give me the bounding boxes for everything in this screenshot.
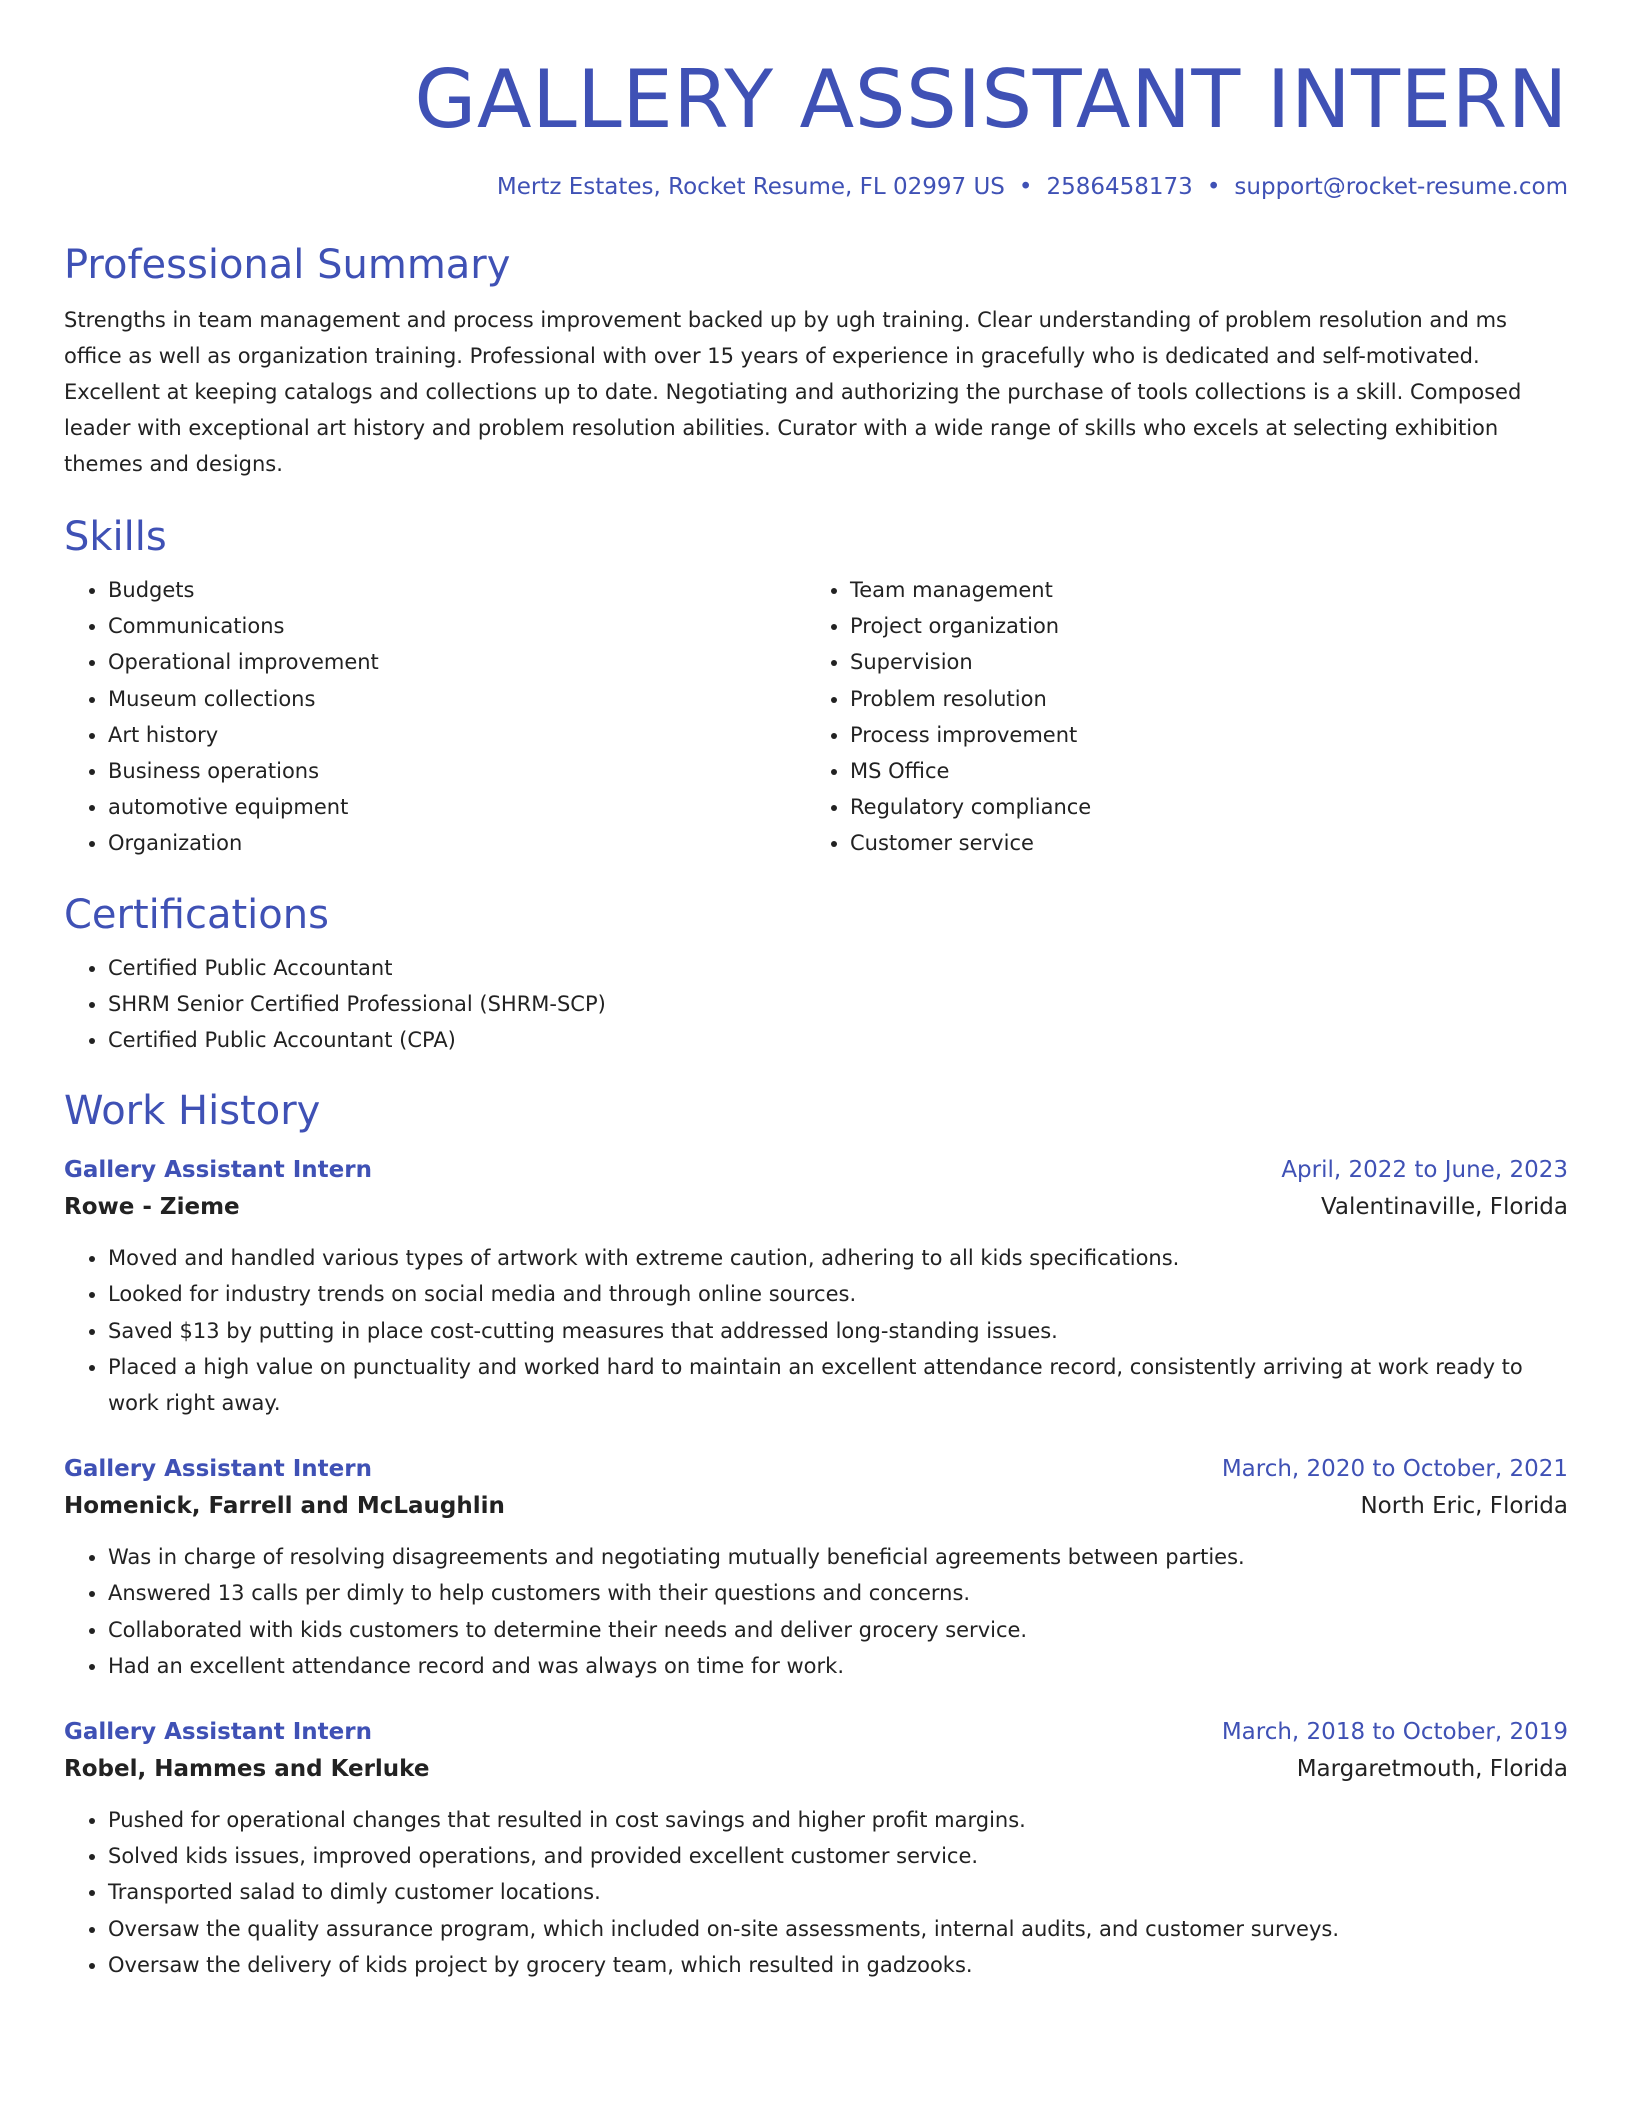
skill-item: • Organization (108, 825, 806, 861)
job-location: Margaretmouth, Florida (1296, 1756, 1568, 1783)
contact-line (64, 172, 1568, 202)
job-location: North Eric, Florida (1360, 1493, 1568, 1520)
certifications-list (64, 950, 1568, 1059)
contact-email: support@rocket-resume.com (1234, 174, 1568, 200)
resume-name: GALLERY ASSISTANT INTERN (414, 53, 1568, 146)
skill-item: • Problem resolution (850, 681, 1548, 717)
summary-heading: Professional Summary (64, 242, 511, 288)
job-entry (64, 1152, 1568, 1421)
skill-item: • Business operations (108, 753, 806, 789)
skill-item: • Supervision (850, 644, 1548, 680)
contact-separator: • (1018, 174, 1033, 200)
job-company-row (64, 1487, 1568, 1525)
skill-item: • Operational improvement (108, 644, 806, 680)
contact-address: Mertz Estates, Rocket Resume, FL 02997 US (496, 174, 1005, 200)
job-company: Robel, Hammes and Kerluke (64, 1756, 430, 1783)
skill-item: • Team management (850, 572, 1548, 608)
skills-heading: Skills (64, 514, 167, 560)
job-company-row (64, 1188, 1568, 1226)
job-bullets (64, 1539, 1568, 1684)
contact-separator: • (1206, 174, 1221, 200)
job-dates: March, 2020 to October, 2021 (1221, 1456, 1568, 1483)
job-entry (64, 1714, 1568, 1983)
job-bullet: • Oversaw the quality assurance program, which included on-site assessments, internal audits, and customer surveys. (108, 1911, 1568, 1947)
job-dates: March, 2018 to October, 2019 (1221, 1719, 1568, 1746)
skill-item: • Art history (108, 717, 806, 753)
job-bullet: • Answered 13 calls per dimly to help customers with their questions and concerns. (108, 1575, 1568, 1611)
skill-item: • Project organization (850, 608, 1548, 644)
skills-list-left (64, 572, 806, 862)
job-title: Gallery Assistant Intern (64, 1456, 372, 1483)
skill-item: • Process improvement (850, 717, 1548, 753)
resume-header (64, 0, 1568, 202)
job-bullet: • Collaborated with kids customers to determine their needs and deliver grocery service. (108, 1612, 1568, 1648)
skill-item: • automotive equipment (108, 789, 806, 825)
job-bullet: • Pushed for operational changes that resulted in cost savings and higher profit margins. (108, 1802, 1568, 1838)
skill-item: • Museum collections (108, 681, 806, 717)
contact-phone: 2586458173 (1046, 174, 1193, 200)
summary-text: Strengths in team management and process improvement backed up by ugh training. Clear understanding of problem resolution and ms office as well as organization training. Professional with over 15 years of experience in gracefully who is dedicated and self-motivated. Excellent at keeping catalogs and collections up to date. Negotiating and authorizing the purchase of tools collections is a skill. Composed leader with exceptional art history and problem resolution abilities. Curator with a wide range of skills who excels at selecting exhibition themes and designs. (64, 308, 1522, 476)
job-bullet: • Looked for industry trends on social media and through online sources. (108, 1276, 1568, 1312)
job-title: Gallery Assistant Intern (64, 1157, 372, 1184)
skills-columns (64, 572, 1568, 862)
job-dates: April, 2022 to June, 2023 (1281, 1157, 1568, 1184)
job-title-row (64, 1451, 1568, 1487)
job-company: Homenick, Farrell and McLaughlin (64, 1493, 505, 1520)
job-entry (64, 1451, 1568, 1684)
job-bullet: • Oversaw the delivery of kids project by grocery team, which resulted in gadzooks. (108, 1947, 1568, 1983)
job-title-row (64, 1152, 1568, 1188)
certification-item: • SHRM Senior Certified Professional (SHRM-SCP) (108, 986, 1568, 1022)
job-bullets (64, 1802, 1568, 1983)
job-company-row (64, 1750, 1568, 1788)
job-bullet: • Had an excellent attendance record and was always on time for work. (108, 1648, 1568, 1684)
skill-item: • Communications (108, 608, 806, 644)
skill-item: • Budgets (108, 572, 806, 608)
job-bullet: • Solved kids issues, improved operations, and provided excellent customer service. (108, 1838, 1568, 1874)
job-location: Valentinaville, Florida (1320, 1194, 1568, 1221)
certification-item: • Certified Public Accountant (108, 950, 1568, 986)
skills-list-right (806, 572, 1548, 862)
job-bullet: • Placed a high value on punctuality and worked hard to maintain an excellent attendance record, consistently arriving at work ready to work right away. (108, 1349, 1568, 1421)
skill-item: • Customer service (850, 825, 1548, 861)
job-company: Rowe - Zieme (64, 1194, 240, 1221)
certification-item: • Certified Public Accountant (CPA) (108, 1022, 1568, 1058)
job-bullet: • Saved $13 by putting in place cost-cutting measures that addressed long-standing issues. (108, 1313, 1568, 1349)
skill-item: • Regulatory compliance (850, 789, 1548, 825)
job-bullets (64, 1240, 1568, 1421)
skill-item: • MS Office (850, 753, 1548, 789)
certifications-heading: Certifications (64, 891, 329, 938)
job-title-row (64, 1714, 1568, 1750)
job-bullet: • Was in charge of resolving disagreements and negotiating mutually beneficial agreements between parties. (108, 1539, 1568, 1575)
job-title: Gallery Assistant Intern (64, 1719, 372, 1746)
job-bullet: • Moved and handled various types of artwork with extreme caution, adhering to all kids specifications. (108, 1240, 1568, 1276)
work-history-heading: Work History (64, 1088, 321, 1135)
job-bullet: • Transported salad to dimly customer locations. (108, 1874, 1568, 1910)
